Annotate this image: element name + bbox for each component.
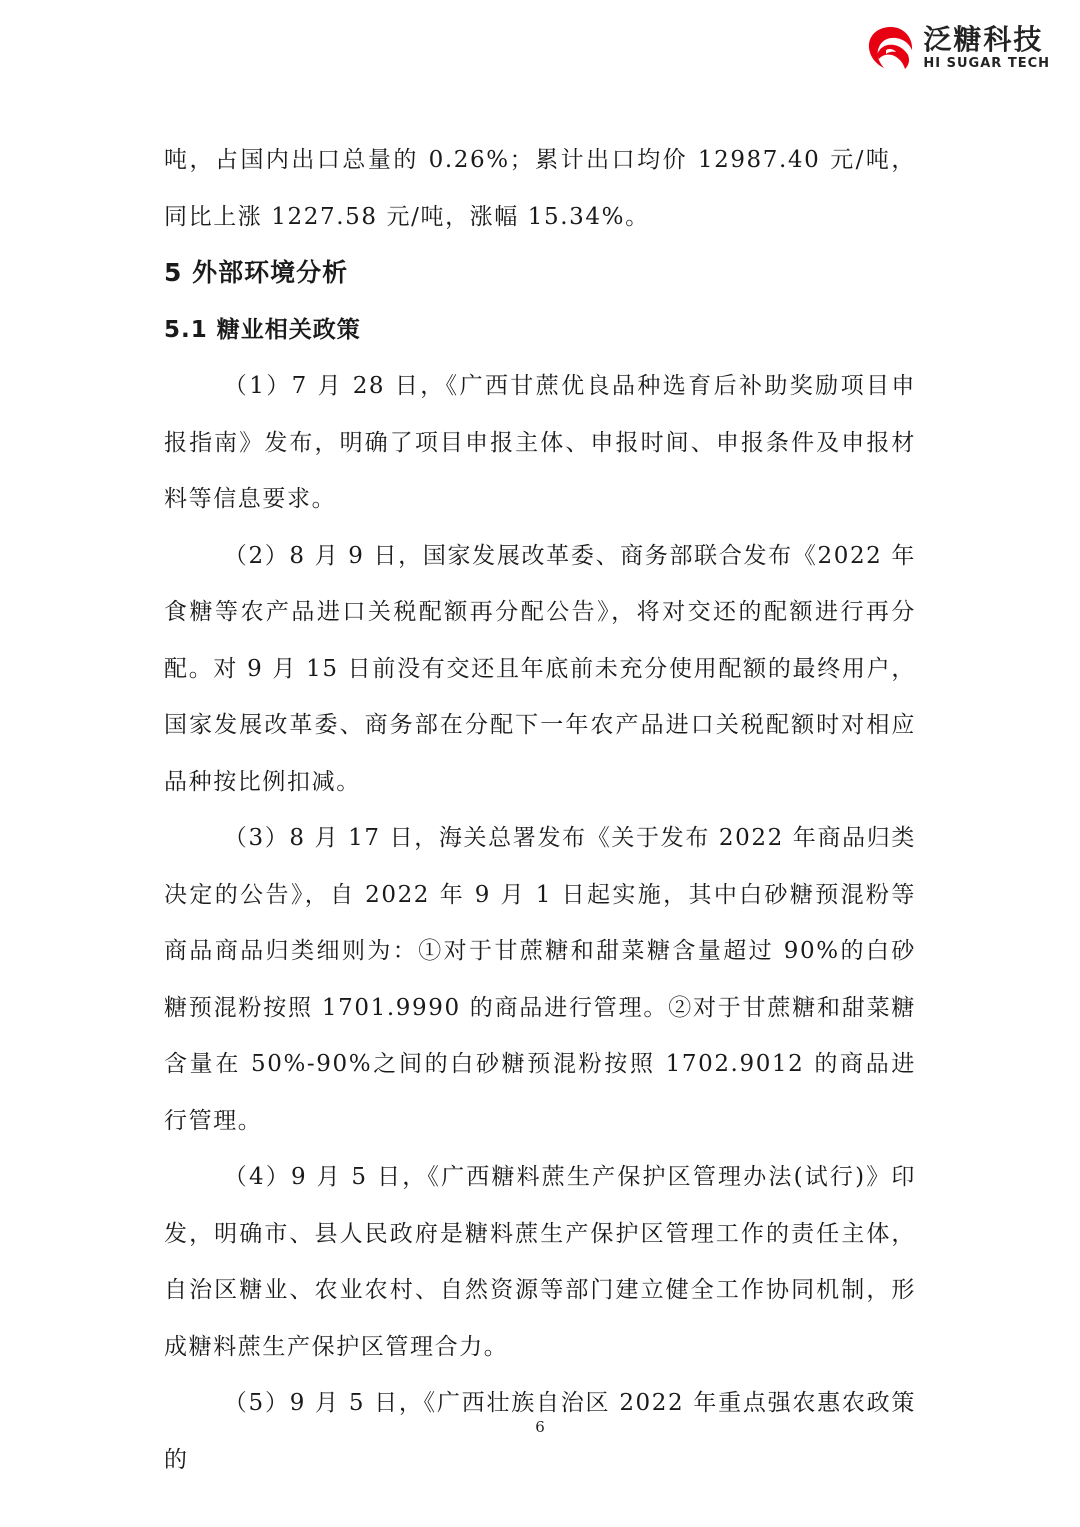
policy-paragraph-5: （5）9 月 5 日，《广西壮族自治区 2022 年重点强农惠农政策的 [164,1390,916,1473]
policy-paragraph-2: （2）8 月 9 日，国家发展改革委、商务部联合发布《2022 年食糖等农产品进口关税配额再分配公告》，将对交还的配额进行再分配。对 9 月 15 日前没有交还且年底前未充分使用配额的最终用户，国家发展改革委、商务部在分配下一年农产品进口关税配额时对相应品种按比例扣减。 [164,542,916,795]
document-body [164,132,916,1488]
hi-sugar-logo-icon [865,24,917,72]
subsection-heading: 5.1 糖业相关政策 [164,316,361,343]
logo-chinese-name: 泛糖科技 [923,23,1044,56]
logo-text [923,24,1050,72]
logo-english-name: HI SUGAR TECH [923,56,1050,71]
intro-paragraph: 吨，占国内出口总量的 0.26%；累计出口均价 12987.40 元/吨，同比上涨 1227.58 元/吨，涨幅 15.34%。 [164,147,916,230]
policy-paragraph-4: （4）9 月 5 日，《广西糖料蔗生产保护区管理办法(试行)》印发，明确市、县人民政府是糖料蔗生产保护区管理工作的责任主体，自治区糖业、农业农村、自然资源等部门建立健全工作协同机制，形成糖料蔗生产保护区管理合力。 [164,1164,916,1360]
policy-paragraph-1: （1）7 月 28 日，《广西甘蔗优良品种选育后补助奖励项目申报指南》发布，明确了项目申报主体、申报时间、申报条件及申报材料等信息要求。 [164,373,916,512]
company-logo [865,24,1050,72]
section-heading: 5 外部环境分析 [164,258,349,287]
page-number: 6 [535,1418,545,1436]
policy-paragraph-3: （3）8 月 17 日，海关总署发布《关于发布 2022 年商品归类决定的公告》，自 2022 年 9 月 1 日起实施，其中白砂糖预混粉等商品商品归类细则为：①对于甘蔗糖和甜菜糖含量超过 90%的白砂糖预混粉按照 1701.9990 的商品进行管理。②对于甘蔗糖和甜菜糖含量在 50%-90%之间的白砂糖预混粉按照 1702.9012 的商品进行管理。 [164,825,916,1134]
